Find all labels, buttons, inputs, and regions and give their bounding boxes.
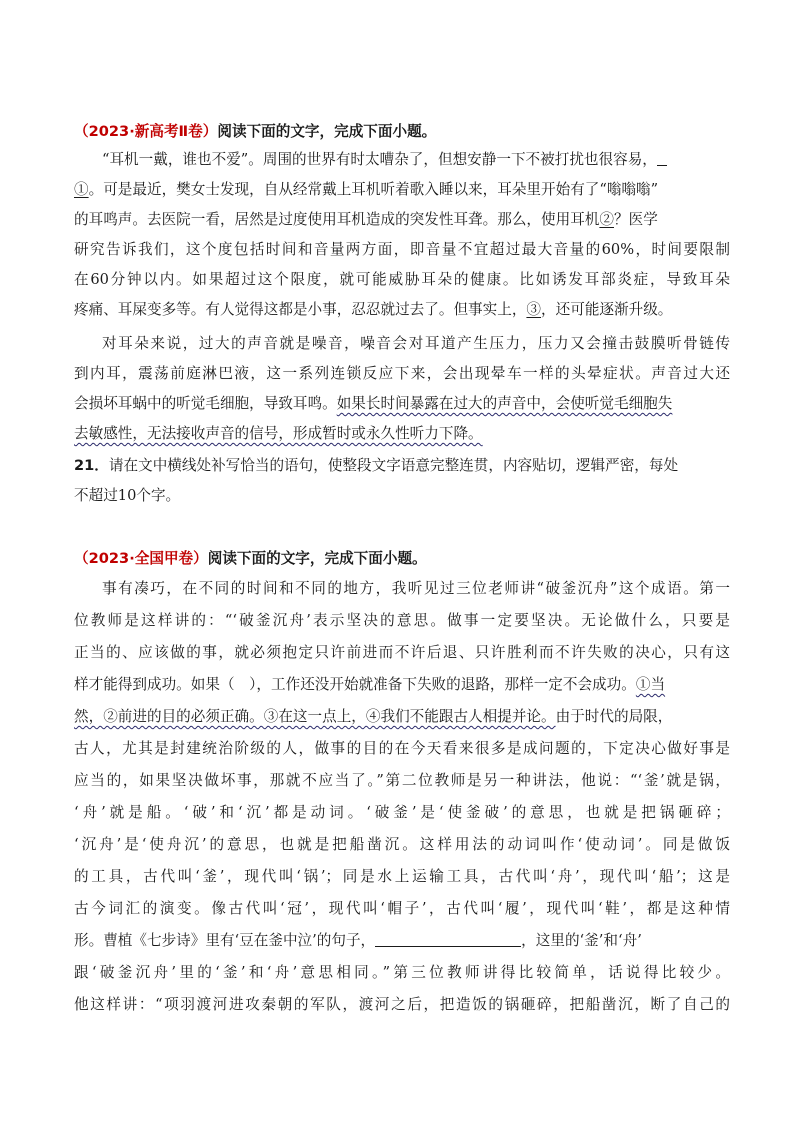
section-1-source-tag: （2023·新高考Ⅱ卷）: [74, 123, 218, 140]
blank-2-marker: ②: [599, 211, 614, 228]
wavy-underlined-sentence: ①当: [635, 676, 666, 693]
paragraph-line: [74, 206, 658, 234]
wavy-underlined-sentence: 去敏感性，无法接收声音的信号，形成暂时或永久性听力下降。: [74, 425, 483, 442]
blank-1-underline: [657, 148, 667, 166]
text-run: ？医学: [614, 211, 658, 228]
paragraph-line: 他这样讲：“项羽渡河进攻秦朝的军队，渡河之后，把造饭的锅砸碎，把船凿沉，断了自己的: [74, 996, 730, 1013]
text-run: 。可是最近，樊女士发现，自从经常戴上耳机听着歌入睡以来，耳朵里开始有了“嗡嗡嗡”: [88, 181, 659, 198]
section-1-heading: [74, 118, 436, 146]
passage-section-1: [74, 118, 730, 518]
paragraph-line: 对耳朵来说，过大的声音就是噪音，噪音会对耳道产生压力，压力又会撞击鼓膜听骨链传: [102, 335, 730, 352]
blank-1-marker: ①: [74, 181, 89, 198]
text-run: “耳机一戴，谁也不爱”。周围的世界有时太嘈杂了，但想安静一下不被打扰也很容易，: [102, 151, 657, 168]
paragraph-line: [74, 176, 658, 204]
paragraph-line: ‘沉舟’是‘使舟沉’的意思，也就是把船凿沉。这样用法的动词叫作‘使动词’。同是做饭: [74, 836, 730, 853]
paragraph-line: ‘舟’就是船。‘破’和‘沉’都是动词。‘破釜’是‘使釜破’的意思，也就是把锅砸碎；: [74, 804, 730, 821]
question-number: 21．: [74, 457, 109, 474]
paragraph-line: 的工具，古代叫‘釜’，现代叫‘锅’；同是水上运输工具，古代叫‘舟’，现代叫‘船’；这是: [74, 868, 730, 885]
question-text: 请在文中横线处补写恰当的语句，使整段文字语意完整连贯，内容贴切，逻辑严密，每处: [108, 457, 679, 474]
paragraph-line: [74, 703, 672, 731]
wavy-underlined-sentence: 如果长时间暴露在过大的声音中，会使听觉毛细胞失: [336, 395, 673, 412]
text-run: 会损坏耳蜗中的听觉毛细胞，导致耳鸣。: [74, 395, 337, 412]
paragraph-line: [74, 927, 642, 955]
paragraph-line: 研究告诉我们，这个度包括时间和音量两方面，即音量不宜超过最大音量的60%，时间要限制: [74, 241, 730, 258]
paragraph-line: 正当的、应该做的事，就必须抱定只许前进而不许后退、只许胜利而不许失败的决心，只有这: [74, 644, 730, 661]
text-run: 形。曹植《七步诗》里有‘豆在釜中泣’的句子，: [74, 932, 376, 949]
paragraph-line: [74, 390, 672, 418]
paragraph-line: [74, 671, 665, 699]
paragraph-line: 跟‘破釜沉舟’里的‘釜’和‘舟’意思相同。”第三位教师讲得比较简单，话说得比较少。: [74, 964, 730, 981]
section-2-heading: [74, 545, 427, 573]
text-run: ，还可能逐渐升级。: [541, 301, 673, 318]
passage-section-2: [74, 545, 730, 1025]
text-run: 样才能得到成功。如果（ ），工作还没开始就准备下失败的退路，那样一定不会成功。: [74, 676, 636, 693]
text-run: ，这里的‘釜’和‘舟’: [521, 932, 642, 949]
paragraph-line: 古人，尤其是封建统治阶级的人，做事的目的在今天看来很多是成问题的，下定决心做好事是: [74, 740, 730, 757]
paragraph-line: 应当的，如果坚决做坏事，那就不应当了。”第二位教师是另一种讲法，他说：“‘釜’就是锅，: [74, 772, 730, 789]
paragraph-line: [74, 296, 672, 324]
question-21: [74, 452, 730, 480]
text-run: 由于时代的局限，: [555, 708, 673, 725]
paragraph-line: [74, 420, 483, 448]
paragraph-line: 在60分钟以内。如果超过这个限度，就可能威胁耳朵的健康。比如诱发耳部炎症，导致耳朵: [74, 271, 730, 288]
paragraph-line: 事有凑巧，在不同的时间和不同的地方，我听见过三位老师讲“破釜沉舟”这个成语。第一: [102, 580, 730, 597]
blank-3-marker: ③: [526, 301, 542, 318]
section-2-heading-text: 阅读下面的文字，完成下面小题。: [207, 550, 427, 567]
text-run: 疼痛、耳屎变多等。有人觉得这都是小事，忍忍就过去了。但事实上，: [74, 301, 527, 318]
wavy-underlined-sentence: 然，②前进的目的必须正确。③在这一点上，④我们不能跟古人相提并论。: [74, 708, 556, 725]
question-21-line-2: 不超过10个字。: [74, 487, 181, 504]
answer-blank-line: [375, 929, 521, 947]
section-1-heading-text: 阅读下面的文字，完成下面小题。: [217, 123, 437, 140]
paragraph-line: 到内耳，震荡前庭淋巴液，这一系列连锁反应下来，会出现晕车一样的头晕症状。声音过大还: [74, 365, 730, 382]
paragraph-line: [102, 146, 667, 174]
section-2-source-tag: （2023·全国甲卷）: [74, 550, 208, 567]
paragraph-line: 古今词汇的演变。像古代叫‘冠’，现代叫‘帽子’，古代叫‘履’，现代叫‘鞋’，都是这种情: [74, 900, 730, 917]
text-run: 的耳鸣声。去医院一看，居然是过度使用耳机造成的突发性耳聋。那么，使用耳机: [74, 211, 600, 228]
paragraph-line: 位教师是这样讲的：“‘破釜沉舟’表示坚决的意思。做事一定要坚决。无论做什么，只要是: [74, 612, 730, 629]
